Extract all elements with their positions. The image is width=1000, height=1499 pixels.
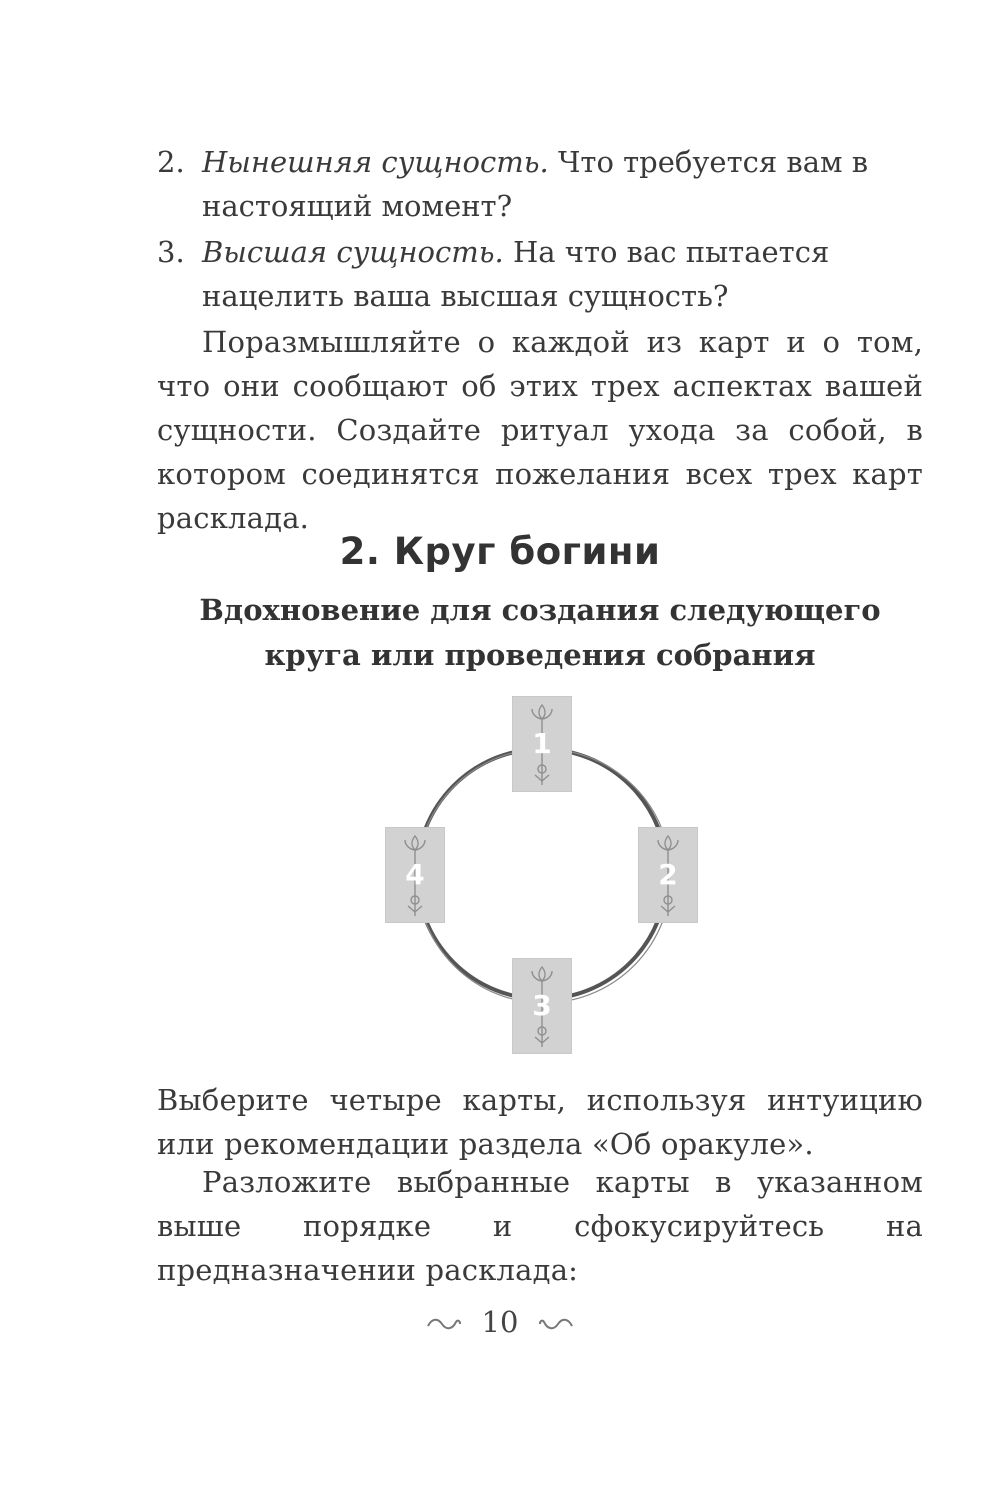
paragraph-text: Выберите четыре карты, используя интуицию или рекомендации раздела «Об оракуле».	[157, 1083, 923, 1161]
paragraph-arrange	[157, 1160, 923, 1292]
list-item-2	[157, 140, 923, 228]
list-text	[202, 230, 923, 318]
list-number: 3.	[157, 235, 185, 269]
section-subtitle: Вдохновение для создания следующего круга или проведения собрания	[199, 593, 881, 672]
paragraph-choose	[157, 1078, 923, 1166]
list-term: Высшая сущность.	[202, 235, 504, 269]
card-number: 3	[532, 989, 552, 1022]
spread-card-1	[513, 697, 571, 791]
list-description: Что требуется вам в настоящий момент?	[202, 145, 869, 223]
list-text	[202, 140, 923, 228]
card-number: 2	[658, 858, 678, 891]
list-term: Нынешняя сущность.	[202, 145, 549, 179]
list-item-3	[157, 230, 923, 318]
right-swirl-icon	[538, 1316, 574, 1332]
section-title: 2. Круг богини	[339, 530, 661, 573]
left-swirl-icon	[426, 1316, 462, 1332]
spread-card-3	[513, 959, 571, 1053]
paragraph-text: Поразмышляйте о каждой из карт и о том, что они сообщают об этих трех аспектах вашей сущности. Создайте ритуал ухода за собой, в котором соединятся пожелания всех трех карт расклада.	[157, 325, 923, 535]
card-spread-diagram	[370, 690, 730, 1060]
paragraph-text: Разложите выбранные карты в указанном выше порядке и сфокусируйтесь на предназначении расклада:	[157, 1165, 923, 1287]
page-footer	[0, 1305, 1000, 1339]
list-number: 2.	[157, 145, 185, 179]
paragraph-reflect	[157, 320, 923, 540]
card-number: 4	[405, 858, 425, 891]
list-description: На что вас пытается нацелить ваша высшая сущность?	[202, 235, 830, 313]
card-number: 1	[532, 727, 552, 760]
page-number: 10	[481, 1305, 519, 1339]
spread-card-4	[386, 828, 444, 922]
spread-card-2	[639, 828, 697, 922]
